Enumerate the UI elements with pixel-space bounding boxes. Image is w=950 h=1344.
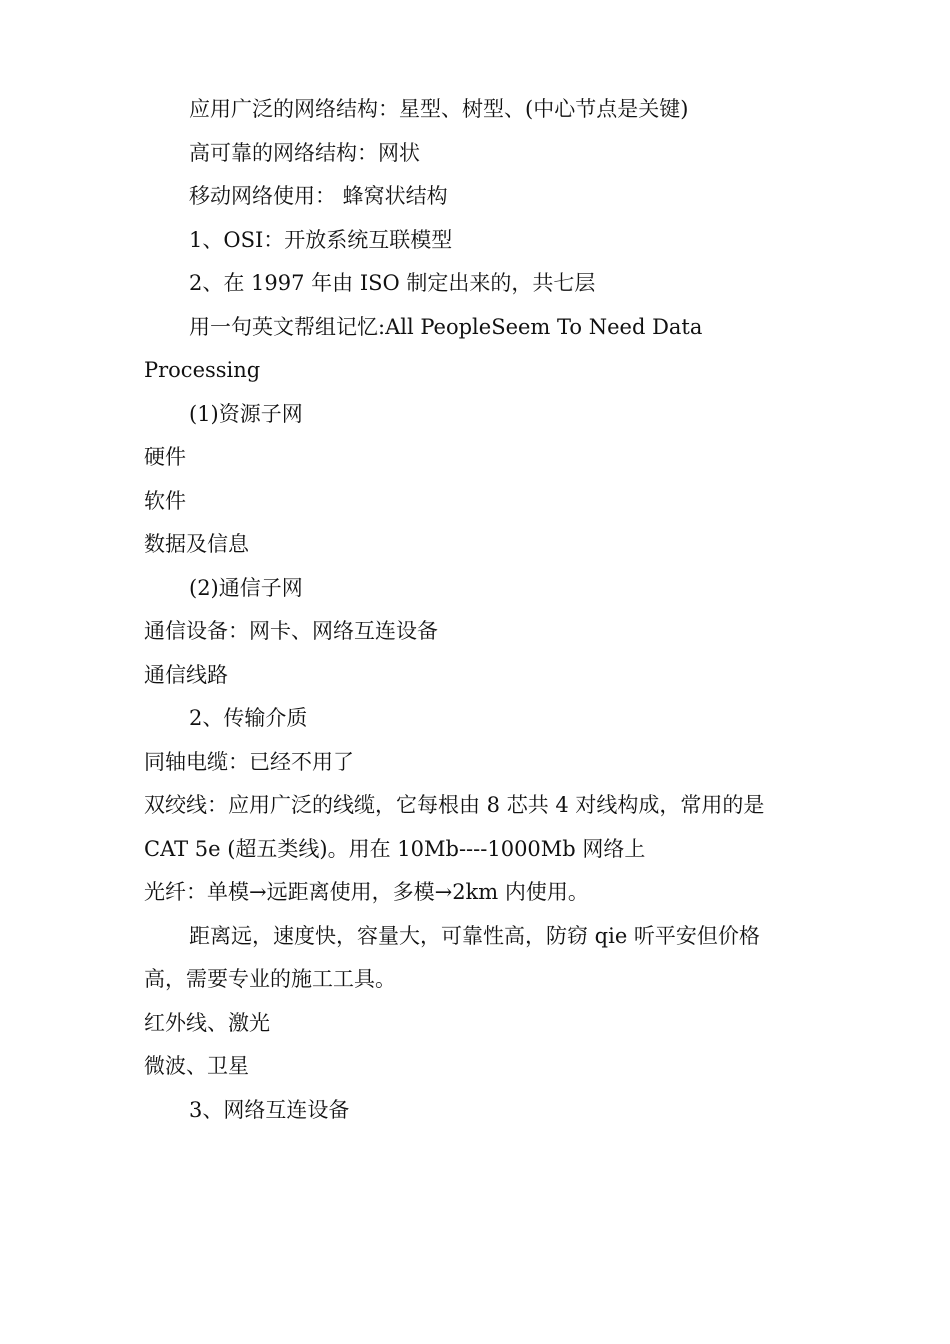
paragraph-osi-history: 2、在 1997 年由 ISO 制定出来的，共七层 [189, 271, 596, 295]
document-body [144, 88, 804, 1132]
list-item-communication-devices: 通信设备：网卡、网络互连设备 [144, 619, 438, 643]
paragraph-topology-mobile: 移动网络使用： 蜂窝状结构 [189, 184, 448, 208]
heading-communication-subnet: (2)通信子网 [189, 575, 303, 600]
heading-interconnection-devices: 3、网络互连设备 [189, 1097, 350, 1122]
list-item-hardware: 硬件 [144, 445, 186, 469]
paragraph-mnemonic-continued: Processing [144, 358, 261, 382]
list-item-software: 软件 [144, 488, 186, 513]
paragraph-topology-reliable: 高可靠的网络结构：网状 [189, 140, 420, 165]
paragraph-optical-fiber: 光纤：单模→远距离使用，多模→2km 内使用。 [144, 880, 589, 904]
paragraph-coaxial-cable: 同轴电缆：已经不用了 [144, 749, 354, 774]
heading-resource-subnet: (1)资源子网 [189, 401, 303, 426]
list-item-microwave-satellite: 微波、卫星 [144, 1054, 249, 1078]
paragraph-twisted-pair: 双绞线：应用广泛的线缆，它每根由 8 芯共 4 对线构成，常用的是 [144, 793, 765, 817]
paragraph-fiber-advantages: 距离远，速度快，容量大，可靠性高，防窃 qie 听平安但价格 [189, 923, 760, 948]
list-item-data-info: 数据及信息 [144, 532, 249, 556]
list-item-infrared-laser: 红外线、激光 [144, 1010, 270, 1035]
heading-transmission-media: 2、传输介质 [189, 706, 308, 730]
paragraph-twisted-pair-continued: CAT 5e (超五类线)。用在 10Mb----1000Mb 网络上 [144, 836, 646, 861]
paragraph-osi-definition: 1、OSI：开放系统互联模型 [189, 227, 453, 252]
paragraph-fiber-advantages-continued: 高，需要专业的施工工具。 [144, 967, 396, 991]
list-item-communication-lines: 通信线路 [144, 662, 228, 687]
paragraph-mnemonic: 用一句英文帮组记忆:All PeopleSeem To Need Data [189, 314, 703, 339]
paragraph-topology-common: 应用广泛的网络结构：星型、树型、(中心节点是关键) [189, 97, 689, 121]
